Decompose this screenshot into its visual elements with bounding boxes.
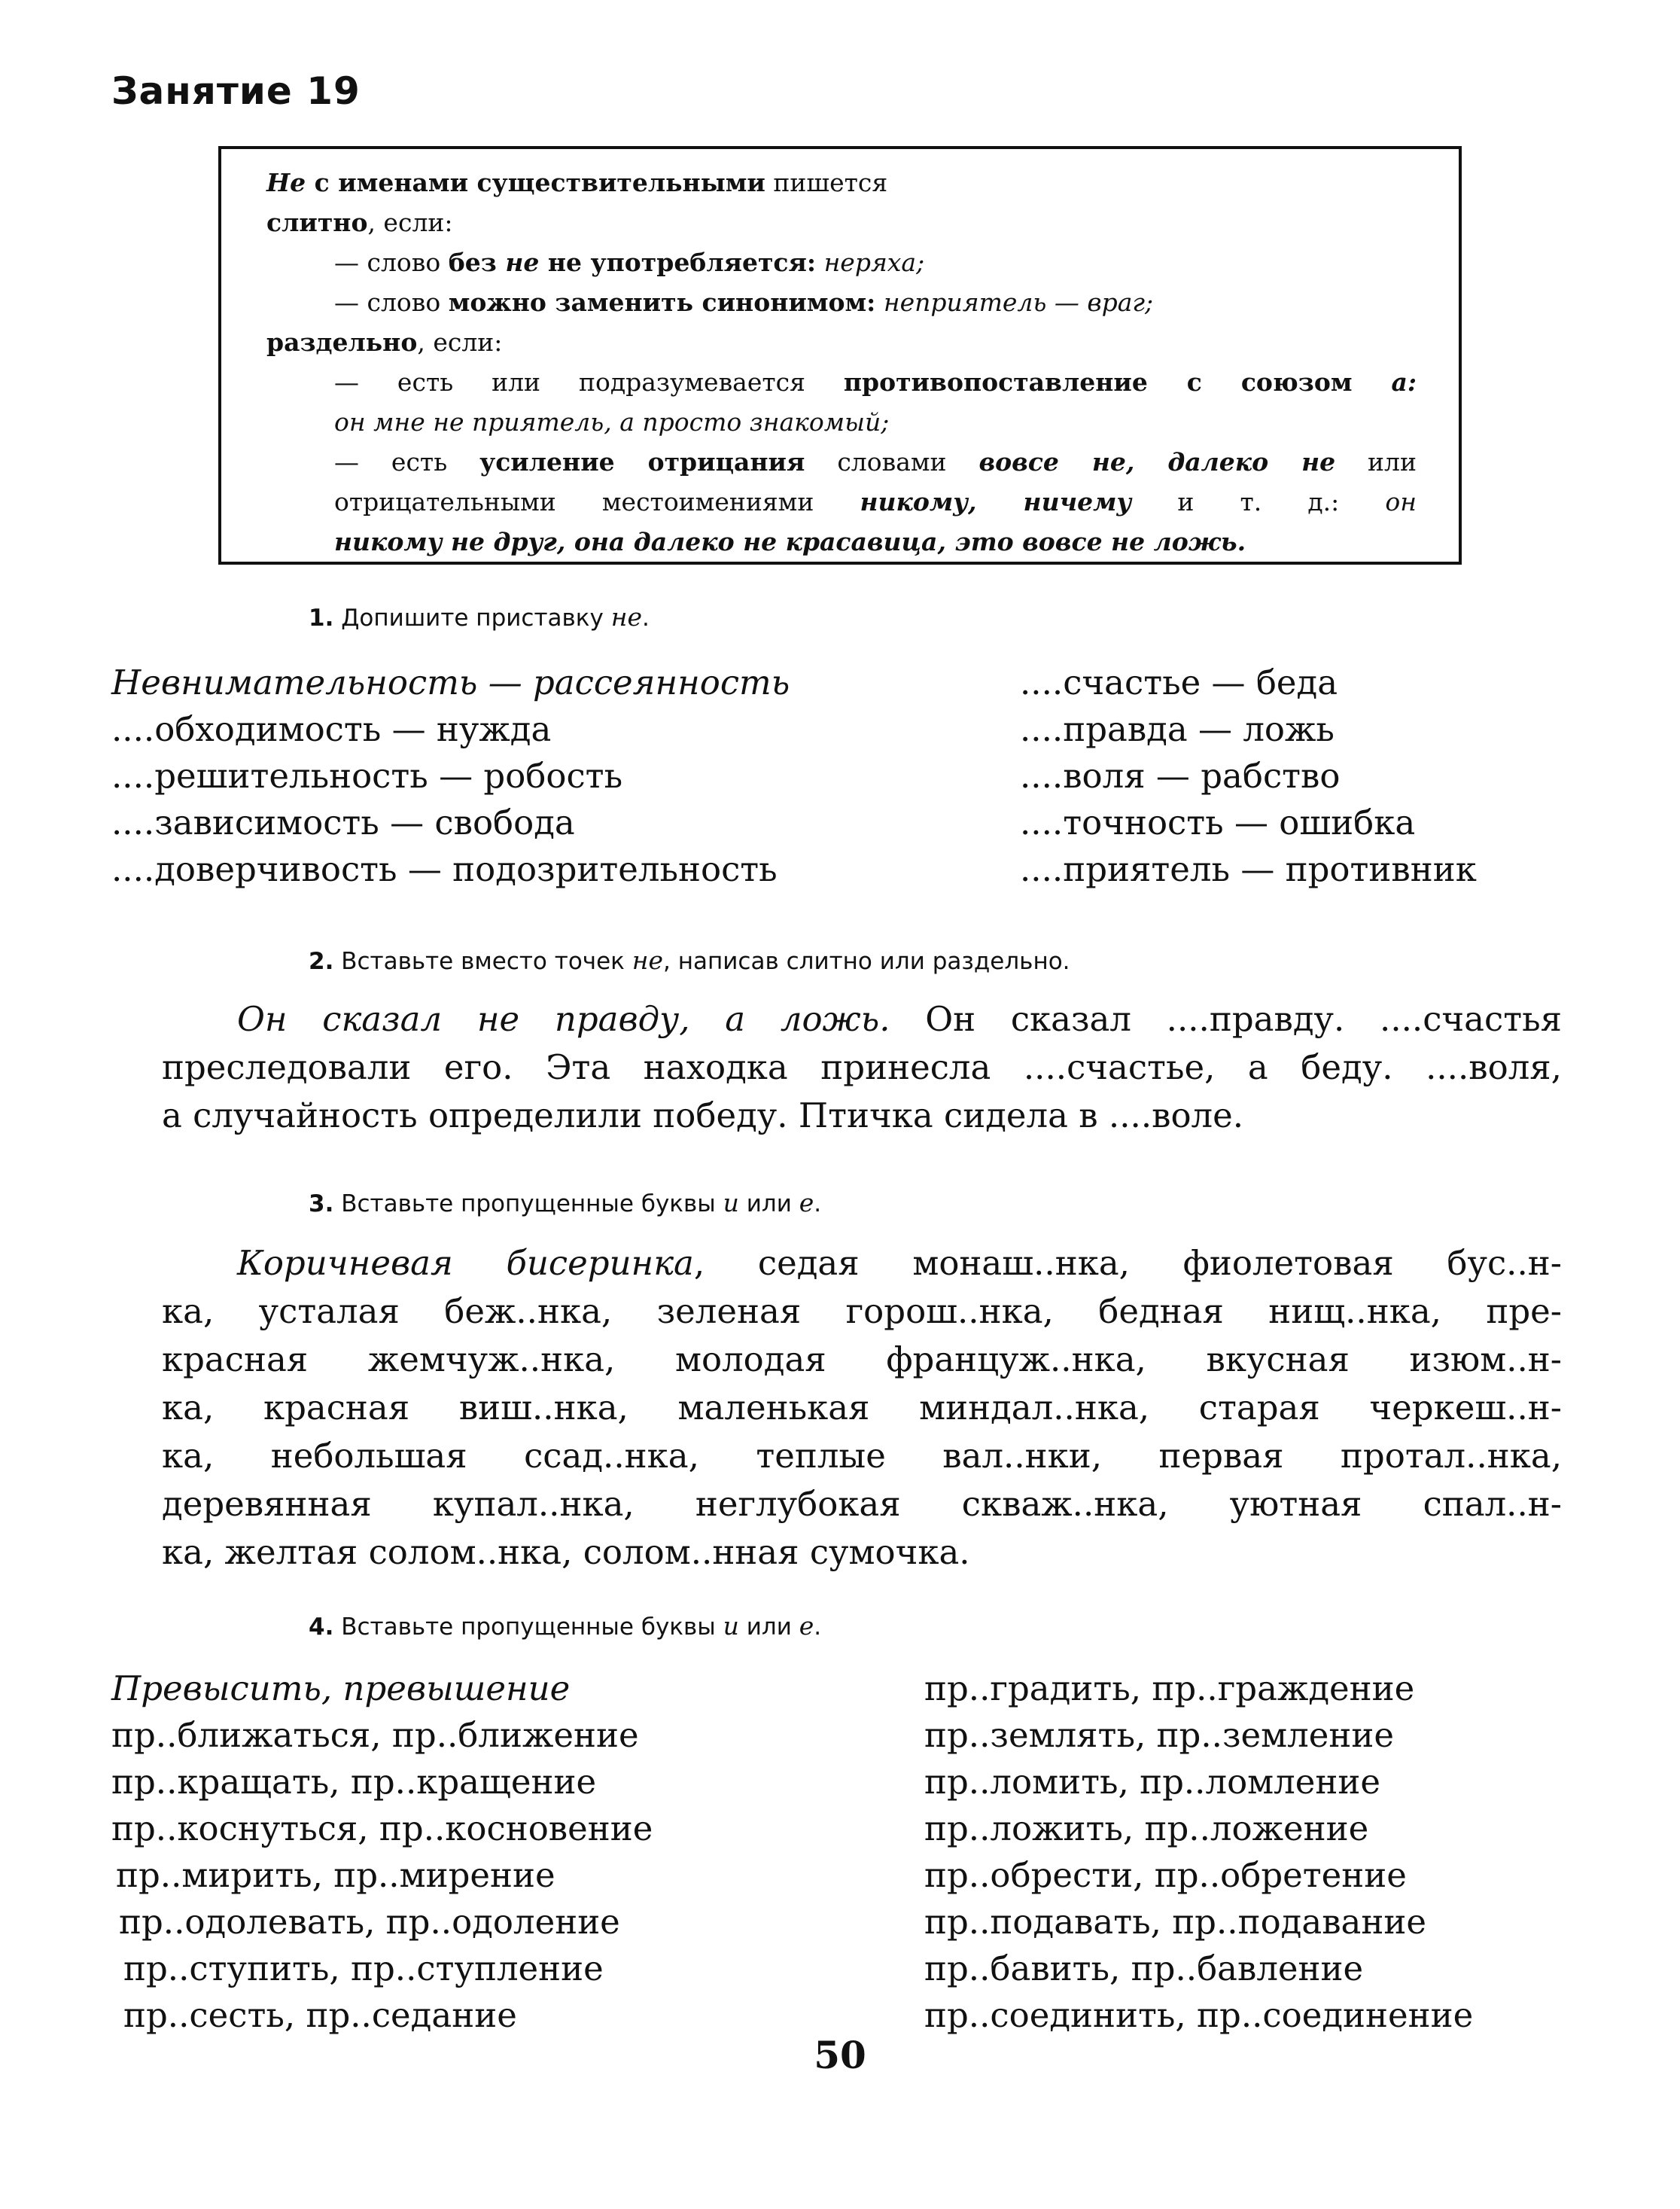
- task-4-left-item: пр..ступить, пр..ступление: [123, 1948, 604, 1988]
- task-4-left-item: пр..коснуться, пр..косновение: [111, 1808, 653, 1848]
- rule-line-9: отрицательными местоимениями никому, ничему и т. д.: он: [334, 487, 1417, 516]
- rule-box: [218, 146, 1462, 565]
- task-1-right-column: [1020, 660, 1477, 893]
- rule-line-10: никому не друг, она далеко не красавица, это вовсе не ложь.: [334, 527, 1246, 556]
- task-2-text: [162, 995, 1562, 1140]
- task-1-left-column: [111, 660, 790, 893]
- task-4-right-item: пр..землять, пр..земление: [924, 1715, 1394, 1755]
- task-4-left-item: пр..одолевать, пр..одоление: [119, 1902, 620, 1942]
- task-3-line: ка, красная виш..нка, маленькая миндал..нка, старая черкеш..н-: [162, 1388, 1562, 1427]
- task-3-text: [162, 1239, 1562, 1577]
- rule-line-7: он мне не приятель, а просто знакомый;: [334, 407, 890, 437]
- task-1-left-item: Невнимательность — рассеянность: [111, 663, 790, 702]
- task-1-right-item: ....счастье — беда: [1020, 663, 1338, 702]
- task-3-line: ка, небольшая ссад..нка, теплые вал..нки, первая протал..нка,: [162, 1436, 1562, 1476]
- rule-line-6: — есть или подразумевается противопоставление с союзом а:: [334, 367, 1417, 397]
- task-4-right-item: пр..обрести, пр..обретение: [924, 1855, 1407, 1895]
- task-3-line: красная жемчуж..нка, молодая француж..нка, вкусная изюм..н-: [162, 1339, 1562, 1379]
- rule-line-3: — слово без не не употребляется: неряха;: [334, 248, 925, 277]
- task-4-right-item: пр..ложить, пр..ложение: [924, 1808, 1369, 1848]
- task-1-left-item: ....зависимость — свобода: [111, 803, 575, 842]
- rule-line-8: — есть усиление отрицания словами вовсе не, далеко не или: [334, 447, 1417, 477]
- task-1-right-item: ....точность — ошибка: [1020, 803, 1416, 842]
- task-2-heading: 2. Вставьте вместо точек не, написав слитно или раздельно.: [309, 946, 1070, 975]
- rule-line-4: — слово можно заменить синонимом: неприятель — враг;: [334, 288, 1154, 317]
- task-2-line: преследовали его. Эта находка принесла ....счастье, а беду. ....воля,: [162, 1047, 1562, 1087]
- task-4-right-item: пр..градить, пр..граждение: [924, 1668, 1415, 1708]
- task-4-right-item: пр..соединить, пр..соединение: [924, 1995, 1474, 2035]
- task-3-line: Коричневая бисеринка, седая монаш..нка, фиолетовая бус..н-: [237, 1243, 1562, 1283]
- task-4-left-item: пр..сесть, пр..седание: [123, 1995, 517, 2035]
- task-4-left-item: пр..мирить, пр..мирение: [116, 1855, 555, 1895]
- task-4-right-item: пр..бавить, пр..бавление: [924, 1948, 1364, 1988]
- task-4-right-item: пр..подавать, пр..подавание: [924, 1902, 1427, 1942]
- task-2-line: Он сказал не правду, а ложь. Он сказал ....правду. ....счастья: [237, 999, 1562, 1039]
- task-1-right-item: ....приятель — противник: [1020, 849, 1477, 889]
- task-1-left-item: ....доверчивость — подозрительность: [111, 849, 778, 889]
- task-4-left-column: [111, 1665, 653, 2039]
- rule-line-1: Не с именами существительными пишется: [266, 168, 888, 197]
- task-4-left-item: пр..кращать, пр..кращение: [111, 1762, 597, 1802]
- rule-line-5: раздельно, если:: [266, 328, 503, 357]
- task-1-left-item: ....обходимость — нужда: [111, 709, 552, 749]
- task-3-line: деревянная купал..нка, неглубокая скваж..нка, уютная спал..н-: [162, 1484, 1562, 1524]
- task-1-heading: 1. Допишите приставку не.: [309, 602, 650, 632]
- task-4-right-column: [924, 1665, 1473, 2039]
- task-2-line: а случайность определили победу. Птичка сидела в ....воле.: [162, 1095, 1244, 1135]
- task-3-line: ка, желтая солом..нка, солом..нная сумочка.: [162, 1532, 970, 1572]
- lesson-title: Занятие 19: [111, 69, 361, 113]
- task-3-line: ка, усталая беж..нка, зеленая горош..нка, бедная нищ..нка, пре-: [162, 1291, 1562, 1331]
- task-4-left-item: Превысить, превышение: [111, 1668, 571, 1708]
- rule-line-2: слитно, если:: [266, 208, 453, 237]
- task-4-right-item: пр..ломить, пр..ломление: [924, 1762, 1381, 1802]
- task-4-heading: 4. Вставьте пропущенные буквы и или е.: [309, 1611, 822, 1641]
- task-1-right-item: ....воля — рабство: [1020, 756, 1341, 796]
- task-4-left-item: пр..ближаться, пр..ближение: [111, 1715, 639, 1755]
- task-3-heading: 3. Вставьте пропущенные буквы и или е.: [309, 1188, 822, 1217]
- task-1-left-item: ....решительность — робость: [111, 756, 623, 796]
- page-number: 50: [814, 2033, 866, 2077]
- task-1-right-item: ....правда — ложь: [1020, 709, 1335, 749]
